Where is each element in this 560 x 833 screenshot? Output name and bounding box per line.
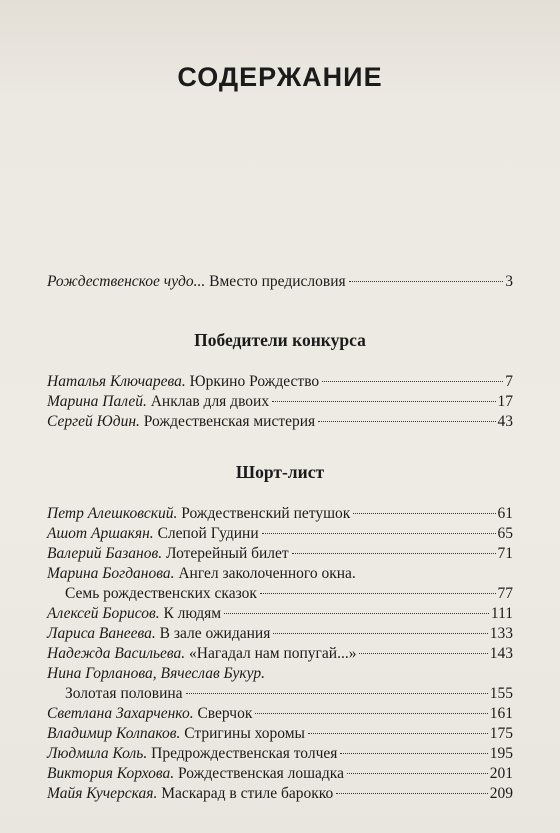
dot-leader <box>349 281 504 282</box>
entry-author: Алексей Борисов. <box>47 605 160 622</box>
entry-author: Марина Богданова. <box>47 565 175 582</box>
toc-entry-continuation <box>65 683 513 705</box>
page-number: 133 <box>489 625 513 642</box>
entry-title-continued: Золотая половина <box>65 685 183 702</box>
dot-leader <box>353 513 495 514</box>
page-number: 71 <box>497 545 513 562</box>
entry-title: Юркино Рождество <box>189 373 320 390</box>
page-number: 209 <box>489 785 513 802</box>
page-number: 175 <box>489 725 513 742</box>
page-number: 111 <box>490 605 513 622</box>
entry-title: Анклав для двоих <box>150 393 270 410</box>
entry-title: Рождественский петушок <box>181 505 351 522</box>
toc-entry <box>47 763 513 785</box>
dot-leader <box>272 401 495 402</box>
entry-title: К людям <box>163 605 222 622</box>
dot-leader <box>273 633 487 634</box>
page-number: 201 <box>489 765 513 782</box>
toc-entry <box>47 523 513 545</box>
toc-entry <box>47 663 513 685</box>
entry-author: Марина Палей. <box>47 393 147 410</box>
toc-entry <box>47 371 513 393</box>
entry-author: Владимир Колпаков. <box>47 725 181 742</box>
entry-author: Лариса Ванеева. <box>47 625 156 642</box>
page-number: 77 <box>497 585 513 602</box>
toc-entry <box>47 643 513 665</box>
page-number: 17 <box>497 393 513 410</box>
entry-title: Рождественская лошадка <box>178 765 344 782</box>
entry-title-continued: Семь рождественских сказок <box>65 585 257 602</box>
page-number: 155 <box>489 685 513 702</box>
dot-leader <box>262 533 496 534</box>
entry-title: Лотерейный билет <box>165 545 289 562</box>
dot-leader <box>308 733 488 734</box>
entry-author: Ашот Аршакян. <box>47 525 154 542</box>
entry-author: Майя Кучерская. <box>47 785 158 802</box>
dot-leader <box>336 793 487 794</box>
dot-leader <box>359 653 487 654</box>
entry-title: Вместо предисловия <box>209 273 346 290</box>
entry-author: Петр Алешковский. <box>47 505 178 522</box>
entry-author: Сергей Юдин. <box>47 413 140 430</box>
page-number: 143 <box>489 645 513 662</box>
entry-author: Наталья Ключарева. <box>47 373 186 390</box>
entry-title: «Нагадал нам попугай...» <box>189 645 357 662</box>
entry-title: Рождественская мистерия <box>143 413 316 430</box>
dot-leader <box>318 421 495 422</box>
dot-leader <box>292 553 496 554</box>
section-heading-winners: Победители конкурса <box>194 330 366 350</box>
entry-title: Ангел заколоченного окна. <box>178 565 356 582</box>
dot-leader <box>347 773 488 774</box>
toc-entry <box>47 723 513 745</box>
entry-author: Виктория Корхова. <box>47 765 175 782</box>
entry-title: В зале ожидания <box>159 625 271 642</box>
dot-leader <box>224 613 489 614</box>
toc-entry-continuation <box>65 583 513 605</box>
toc-entry <box>47 783 513 805</box>
toc-entry <box>47 503 513 525</box>
entry-author: Нина Горланова, Вячеслав Букур. <box>47 665 265 682</box>
entry-title: Стригины хоромы <box>184 725 305 742</box>
entry-author: Надежда Васильева. <box>47 645 186 662</box>
entry-title: Сверчок <box>197 705 253 722</box>
page-number: 161 <box>489 705 513 722</box>
page-number: 3 <box>505 273 513 290</box>
entry-title: Слепой Гудини <box>157 525 259 542</box>
dot-leader <box>186 693 488 694</box>
page-number: 7 <box>505 373 513 390</box>
toc-entry <box>47 743 513 765</box>
dot-leader <box>260 593 496 594</box>
dot-leader <box>322 381 503 382</box>
entry-title: Предрождественская толчея <box>151 745 338 762</box>
section-heading-shortlist: Шорт-лист <box>235 462 325 482</box>
toc-entry <box>47 391 513 413</box>
toc-entry <box>47 563 513 585</box>
toc-entry <box>47 603 513 625</box>
page-number: 195 <box>489 745 513 762</box>
page-number: 61 <box>497 505 513 522</box>
page-number: 43 <box>497 413 513 430</box>
dot-leader <box>340 753 487 754</box>
entry-author: Людмила Коль. <box>47 745 148 762</box>
toc-entry <box>47 703 513 725</box>
toc-entry <box>47 543 513 565</box>
entry-title: Маскарад в стиле барокко <box>161 785 334 802</box>
toc-entry <box>47 411 513 433</box>
page-number: 65 <box>497 525 513 542</box>
toc-entry <box>47 623 513 645</box>
page-title: СОДЕРЖАНИЕ <box>177 62 383 92</box>
dot-leader <box>255 713 487 714</box>
entry-author: Рождественское чудо... <box>47 273 206 290</box>
entry-author: Светлана Захарченко. <box>47 705 194 722</box>
entry-author: Валерий Базанов. <box>47 545 163 562</box>
toc-entry-intro <box>47 271 513 293</box>
